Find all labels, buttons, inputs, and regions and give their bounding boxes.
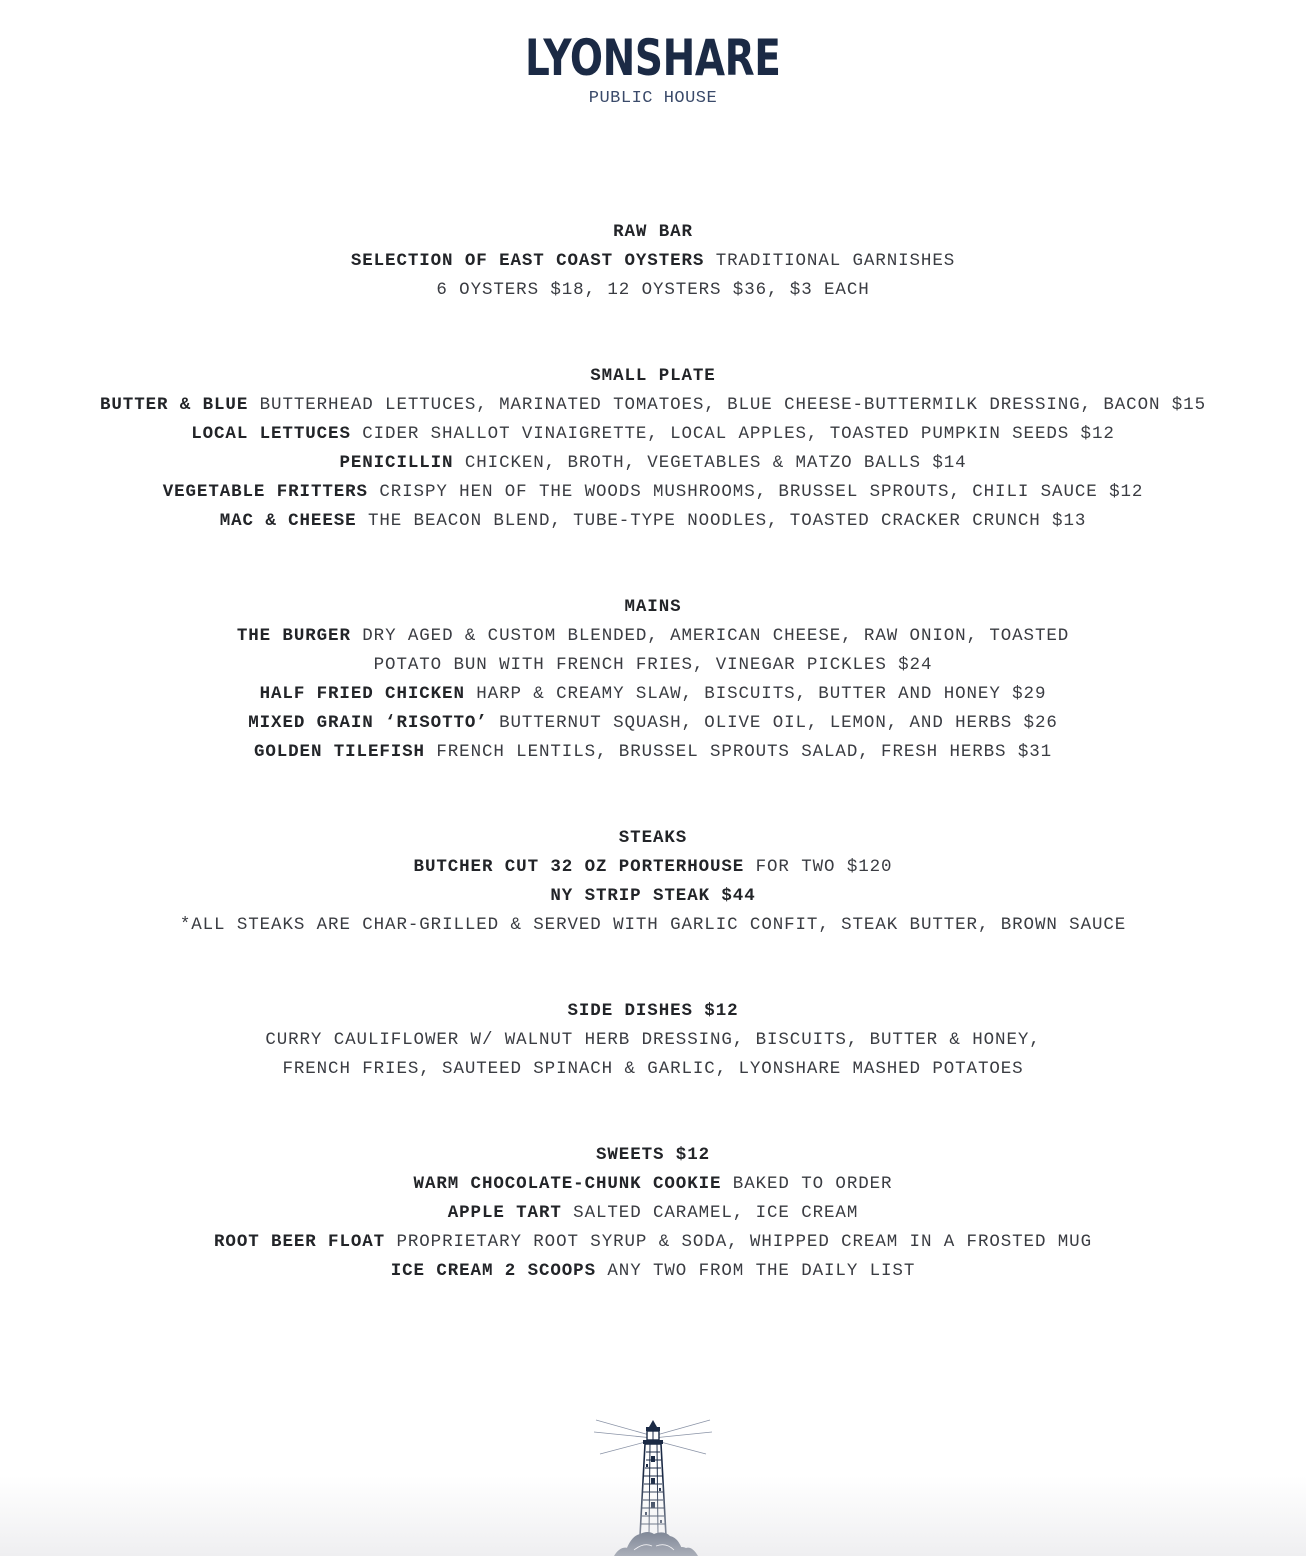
menu-item: [0, 391, 1306, 420]
item-description: FRENCH LENTILS, BRUSSEL SPROUTS SALAD, FRESH HERBS $31: [424, 742, 1053, 762]
item-description: THE BEACON BLEND, TUBE-TYPE NOODLES, TOASTED CRACKER CRUNCH $13: [356, 511, 1087, 531]
item-name: SELECTION OF EAST COAST OYSTERS: [350, 251, 705, 271]
menu-item: [0, 680, 1306, 709]
lighthouse-icon: [594, 1418, 712, 1556]
item-name: THE BURGER: [236, 626, 351, 646]
menu-item: [0, 507, 1306, 536]
item-description: FRENCH FRIES, SAUTEED SPINACH & GARLIC, LYONSHARE MASHED POTATOES: [282, 1059, 1024, 1079]
menu-item: [0, 622, 1306, 651]
item-description: PROPRIETARY ROOT SYRUP & SODA, WHIPPED CREAM IN A FROSTED MUG: [385, 1232, 1092, 1252]
item-description: DRY AGED & CUSTOM BLENDED, AMERICAN CHEESE, RAW ONION, TOASTED: [350, 626, 1070, 646]
menu-item: [0, 1055, 1306, 1084]
section-heading: MAINS: [624, 597, 682, 617]
item-description: CRISPY HEN OF THE WOODS MUSHROOMS, BRUSSEL SPROUTS, CHILI SAUCE $12: [367, 482, 1144, 502]
item-name: WARM CHOCOLATE-CHUNK COOKIE: [413, 1174, 722, 1194]
item-name: MIXED GRAIN ‘RISOTTO’: [248, 713, 488, 733]
menu-item: [0, 276, 1306, 305]
item-name: LOCAL LETTUCES: [191, 424, 351, 444]
item-description: BAKED TO ORDER: [721, 1174, 893, 1194]
menu-item: [0, 882, 1306, 911]
section-steaks: [0, 824, 1306, 940]
item-name: VEGETABLE FRITTERS: [162, 482, 368, 502]
item-name: MAC & CHEESE: [219, 511, 357, 531]
menu-item: [0, 420, 1306, 449]
item-description: BUTTERNUT SQUASH, OLIVE OIL, LEMON, AND HERBS $26: [487, 713, 1058, 733]
menu-item: [0, 709, 1306, 738]
menu-item: [0, 1170, 1306, 1199]
menu-item: [0, 853, 1306, 882]
item-name: ICE CREAM 2 SCOOPS: [390, 1261, 596, 1281]
menu-item: [0, 1199, 1306, 1228]
section-heading: SMALL PLATE: [590, 366, 716, 386]
item-description: CURRY CAULIFLOWER W/ WALNUT HERB DRESSING, BISCUITS, BUTTER & HONEY,: [265, 1030, 1041, 1050]
item-description: CIDER SHALLOT VINAIGRETTE, LOCAL APPLES, TOASTED PUMPKIN SEEDS $12: [350, 424, 1115, 444]
brand-subtitle: PUBLIC HOUSE: [588, 89, 718, 108]
item-name: NY STRIP STEAK $44: [550, 886, 756, 906]
item-name: APPLE TART: [447, 1203, 562, 1223]
item-name: BUTCHER CUT 32 OZ PORTERHOUSE: [413, 857, 745, 877]
section-sweets: [0, 1141, 1306, 1286]
menu-item: [0, 1228, 1306, 1257]
item-description: TRADITIONAL GARNISHES: [704, 251, 956, 271]
section-heading: RAW BAR: [613, 222, 693, 242]
item-description: HARP & CREAMY SLAW, BISCUITS, BUTTER AND HONEY $29: [464, 684, 1047, 704]
section-side-dishes: [0, 997, 1306, 1084]
menu-item: [0, 247, 1306, 276]
section-heading: STEAKS: [618, 828, 688, 848]
menu-item: [0, 449, 1306, 478]
item-name: BUTTER & BLUE: [100, 395, 249, 415]
brand-header: [0, 30, 1306, 110]
menu-item: [0, 1026, 1306, 1055]
item-name: HALF FRIED CHICKEN: [259, 684, 465, 704]
item-description: *ALL STEAKS ARE CHAR-GRILLED & SERVED WITH GARLIC CONFIT, STEAK BUTTER, BROWN SAUCE: [179, 915, 1127, 935]
menu-item: [0, 911, 1306, 940]
item-description: ANY TWO FROM THE DAILY LIST: [595, 1261, 916, 1281]
section-raw-bar: [0, 218, 1306, 305]
item-name: ROOT BEER FLOAT: [214, 1232, 386, 1252]
menu-item: [0, 478, 1306, 507]
item-description: CHICKEN, BROTH, VEGETABLES & MATZO BALLS $14: [453, 453, 967, 473]
menu-body: [0, 218, 1306, 1343]
menu-item: [0, 738, 1306, 767]
brand-name: LYONSHARE: [525, 29, 781, 87]
section-mains: [0, 593, 1306, 767]
section-small-plate: [0, 362, 1306, 536]
item-description: 6 OYSTERS $18, 12 OYSTERS $36, $3 EACH: [436, 280, 870, 300]
section-heading: SWEETS $12: [595, 1145, 711, 1165]
section-heading: SIDE DISHES $12: [567, 1001, 739, 1021]
item-name: GOLDEN TILEFISH: [253, 742, 425, 762]
item-description: POTATO BUN WITH FRENCH FRIES, VINEGAR PICKLES $24: [373, 655, 933, 675]
item-name: PENICILLIN: [339, 453, 454, 473]
item-description: SALTED CARAMEL, ICE CREAM: [561, 1203, 859, 1223]
item-description: BUTTERHEAD LETTUCES, MARINATED TOMATOES, BLUE CHEESE-BUTTERMILK DRESSING, BACON $15: [248, 395, 1206, 415]
menu-item: [0, 1257, 1306, 1286]
menu-item: [0, 651, 1306, 680]
item-description: FOR TWO $120: [744, 857, 893, 877]
